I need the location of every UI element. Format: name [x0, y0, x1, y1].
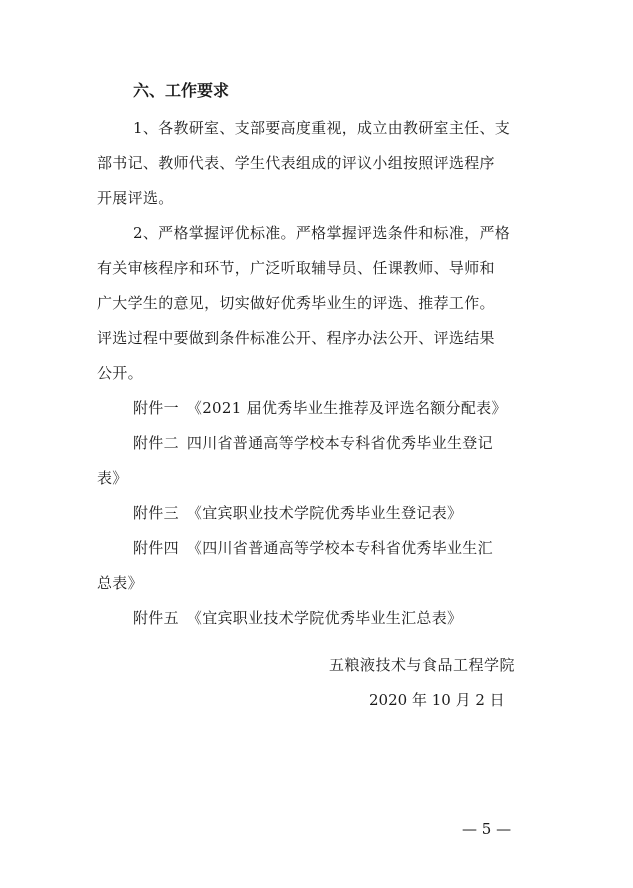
attachment-title: 《宜宾职业技术学院优秀毕业生汇总表》: [186, 609, 463, 627]
paragraph2-line-1: 2、严格掌握评优标准。严格掌握评选条件和标准，严格: [133, 224, 511, 242]
paragraph1-line-2: 部书记、教师代表、学生代表组成的评议小组按照评选程序: [97, 154, 495, 172]
paragraph2-line-4: 评选过程中要做到条件标准公开、程序办法公开、评选结果: [97, 329, 495, 347]
attachment-title: 《四川省普通高等学校本专科省优秀毕业生汇: [186, 539, 493, 557]
attachment-label: 附件三: [133, 504, 179, 522]
attachment-label: 附件一: [133, 399, 179, 417]
page-number: — 5 —: [462, 820, 512, 838]
attachment-title: 《2021 届优秀毕业生推荐及评选名额分配表》: [186, 399, 507, 417]
attachment-label: 附件四: [133, 539, 179, 557]
attachment-2-continuation: 表》: [97, 469, 128, 487]
paragraph1-line-3: 开展评选。: [97, 189, 174, 207]
attachment-1: [133, 397, 507, 418]
attachment-title: 《宜宾职业技术学院优秀毕业生登记表》: [186, 504, 463, 522]
attachment-3: [133, 502, 462, 523]
paragraph2-line-2: 有关审核程序和环节，广泛听取辅导员、任课教师、导师和: [97, 259, 495, 277]
attachment-5: [133, 607, 462, 628]
attachment-title: 四川省普通高等学校本专科省优秀毕业生登记: [186, 434, 493, 452]
signature-organization: 五粮液技术与食品工程学院: [329, 656, 516, 674]
attachment-label: 附件五: [133, 609, 179, 627]
attachment-label: 附件二: [133, 434, 179, 452]
paragraph2-line-3: 广大学生的意见，切实做好优秀毕业生的评选、推荐工作。: [97, 294, 495, 312]
attachment-4: [133, 537, 493, 558]
attachment-2: [133, 432, 493, 453]
section-heading: 六、工作要求: [133, 81, 230, 100]
signature-date: 2020 年 10 月 2 日: [369, 691, 505, 709]
paragraph2-line-5: 公开。: [97, 364, 143, 382]
attachment-4-continuation: 总表》: [97, 574, 143, 592]
paragraph1-line-1: 1、各教研室、支部要高度重视，成立由教研室主任、支: [133, 119, 511, 137]
